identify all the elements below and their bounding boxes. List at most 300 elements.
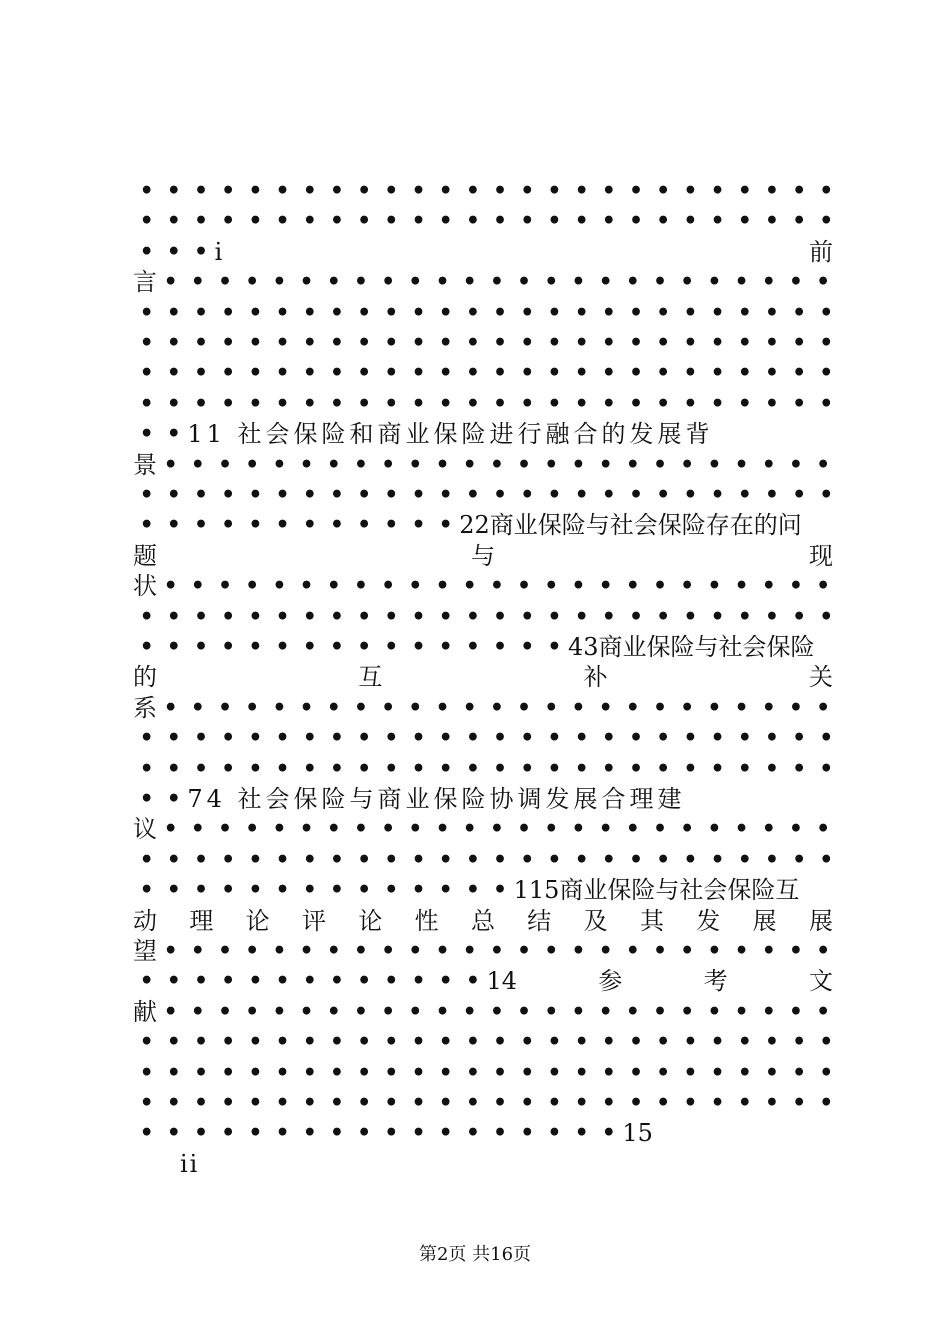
leader-dot: • <box>248 968 263 995</box>
leader-dot: • <box>435 451 450 478</box>
leader-dot: • <box>792 390 807 417</box>
leader-dot: • <box>438 1120 453 1147</box>
leader-dot: • <box>683 725 698 752</box>
leader-dot: • <box>248 1059 263 1086</box>
leader-dot: • <box>139 755 154 782</box>
leader-dot: • <box>353 451 368 478</box>
toc-char: 性 <box>414 906 439 935</box>
leader-dot: • <box>139 1059 154 1086</box>
leader-dot: • <box>571 694 586 721</box>
toc-spread-tail <box>486 966 833 996</box>
toc-leader-dots <box>133 845 840 875</box>
leader-dot: • <box>734 573 749 600</box>
leader-dot: • <box>489 998 504 1025</box>
leader-dot: • <box>761 816 776 843</box>
leader-dot: • <box>764 846 779 873</box>
leader-dot: • <box>329 330 344 356</box>
leader-dot: • <box>493 846 508 873</box>
leader-dot: • <box>707 816 722 843</box>
leader-dot: • <box>221 846 236 873</box>
leader-dot: • <box>193 1059 208 1086</box>
leader-dot: • <box>683 360 698 387</box>
leader-dot: • <box>652 451 667 478</box>
leader-dot: • <box>163 998 178 1025</box>
leader-dot: • <box>357 512 372 539</box>
leader-dot: • <box>357 634 372 660</box>
toc-char: 与 <box>471 541 495 570</box>
leader-dot: • <box>761 998 776 1025</box>
leader-dot: • <box>625 694 640 721</box>
leader-dot: • <box>656 178 671 204</box>
leader-dot: • <box>275 512 290 539</box>
leader-dot: • <box>411 1029 426 1056</box>
leader-dot: • <box>520 1029 535 1056</box>
leader-dot: • <box>329 1059 344 1086</box>
leader-dot: • <box>601 390 616 417</box>
leader-dot: • <box>683 846 698 873</box>
leader-dot: • <box>221 725 236 752</box>
leader-dot: • <box>275 178 290 204</box>
leader-dot: • <box>819 1059 834 1086</box>
leader-dot: • <box>792 360 807 387</box>
leader-dot: • <box>520 208 535 235</box>
leader-dot: • <box>544 451 559 478</box>
toc-line <box>133 358 833 388</box>
leader-dot: • <box>816 451 831 478</box>
leader-dot: • <box>462 451 477 478</box>
leader-dot: • <box>302 390 317 417</box>
leader-dot: • <box>353 573 368 600</box>
leader-dot: • <box>493 1059 508 1086</box>
leader-dot: • <box>737 299 752 326</box>
leader-dot: • <box>601 725 616 752</box>
leader-dot: • <box>384 299 399 326</box>
leader-dot: • <box>493 330 508 356</box>
leader-dot: • <box>245 573 260 600</box>
leader-dot: • <box>193 755 208 782</box>
leader-dot: • <box>520 330 535 356</box>
leader-dot: • <box>601 603 616 630</box>
leader-dot: • <box>656 360 671 387</box>
leader-dot: • <box>302 1120 317 1147</box>
leader-dot: • <box>683 390 698 417</box>
leader-dot: • <box>302 603 317 630</box>
toc-char: 论 <box>245 906 270 935</box>
leader-dot: • <box>408 998 423 1025</box>
leader-dot: • <box>408 573 423 600</box>
leader-dot: • <box>139 1029 154 1056</box>
leader-dot: • <box>411 390 426 417</box>
leader-dot: • <box>248 755 263 782</box>
leader-dot: • <box>625 573 640 600</box>
leader-dot: • <box>462 938 477 964</box>
leader-dot: • <box>384 1090 399 1116</box>
leader-dot: • <box>166 421 181 448</box>
leader-dot: • <box>680 998 695 1025</box>
toc-char: 展 <box>752 906 777 935</box>
leader-dot: • <box>221 299 236 326</box>
leader-dot: • <box>193 846 208 873</box>
leader-dot: • <box>574 1120 589 1147</box>
leader-dot: • <box>221 968 236 995</box>
leader-dot: • <box>326 998 341 1025</box>
leader-dot: • <box>574 1059 589 1086</box>
leader-dot: • <box>357 1090 372 1116</box>
leader-dot: • <box>601 482 616 508</box>
toc-line <box>133 814 833 844</box>
toc-leader-dots <box>133 389 840 419</box>
toc-char: 论 <box>358 906 383 935</box>
leader-dot: • <box>652 998 667 1025</box>
leader-dot: • <box>411 725 426 752</box>
leader-dot: • <box>248 330 263 356</box>
leader-dot: • <box>139 421 154 448</box>
leader-dot: • <box>438 603 453 630</box>
leader-dot: • <box>411 603 426 630</box>
leader-dot: • <box>411 1090 426 1116</box>
leader-dot: • <box>357 755 372 782</box>
leader-dot: • <box>381 816 396 843</box>
leader-dot: • <box>438 1059 453 1086</box>
leader-dot: • <box>353 269 368 296</box>
leader-dot: • <box>190 573 205 600</box>
leader-dot: • <box>792 482 807 508</box>
leader-dot: • <box>326 694 341 721</box>
leader-dot: • <box>193 482 208 508</box>
leader-dot: • <box>493 1029 508 1056</box>
leader-dot: • <box>275 330 290 356</box>
toc-leader-dots <box>133 875 514 905</box>
leader-dot: • <box>710 725 725 752</box>
leader-dot: • <box>819 330 834 356</box>
leader-dot: • <box>438 208 453 235</box>
leader-dot: • <box>275 390 290 417</box>
leader-dot: • <box>221 330 236 356</box>
leader-dot: • <box>275 208 290 235</box>
leader-dot: • <box>489 451 504 478</box>
toc-entry-text: 43商业保险与社会保险 <box>568 633 815 661</box>
leader-dot: • <box>384 330 399 356</box>
toc-char: 及 <box>583 906 608 935</box>
leader-dot: • <box>792 603 807 630</box>
leader-dot: • <box>221 1120 236 1147</box>
leader-dot: • <box>571 816 586 843</box>
leader-dot: • <box>384 1059 399 1086</box>
leader-dot: • <box>465 877 480 904</box>
leader-dot: • <box>683 603 698 630</box>
leader-dot: • <box>598 269 613 296</box>
leader-dot: • <box>465 1090 480 1116</box>
leader-dot: • <box>710 208 725 235</box>
leader-dot: • <box>656 1059 671 1086</box>
leader-dot: • <box>819 1090 834 1116</box>
leader-dot: • <box>517 694 532 721</box>
leader-dot: • <box>547 634 562 660</box>
leader-dot: • <box>462 269 477 296</box>
leader-dot: • <box>166 603 181 630</box>
leader-dot: • <box>357 360 372 387</box>
leader-dot: • <box>656 1029 671 1056</box>
toc-line <box>133 267 833 297</box>
leader-dot: • <box>788 269 803 296</box>
leader-dot: • <box>574 725 589 752</box>
leader-dot: • <box>598 938 613 964</box>
toc-line <box>133 966 833 996</box>
leader-dot: • <box>737 1059 752 1086</box>
toc-line <box>133 1088 833 1118</box>
leader-dot: • <box>408 451 423 478</box>
toc-char: 其 <box>639 906 664 935</box>
leader-dot: • <box>166 1120 181 1147</box>
leader-dot: • <box>302 299 317 326</box>
leader-dot: • <box>493 1090 508 1116</box>
leader-dot: • <box>547 178 562 204</box>
leader-dot: • <box>438 725 453 752</box>
leader-dot: • <box>544 816 559 843</box>
leader-dot: • <box>571 998 586 1025</box>
leader-dot: • <box>438 512 453 539</box>
leader-dot: • <box>357 1120 372 1147</box>
leader-dot: • <box>710 299 725 326</box>
leader-dot: • <box>248 1029 263 1056</box>
leader-dot: • <box>819 299 834 326</box>
leader-dot: • <box>628 846 643 873</box>
leader-dot: • <box>299 816 314 843</box>
leader-dot: • <box>275 846 290 873</box>
leader-dot: • <box>734 816 749 843</box>
leader-dot: • <box>601 1090 616 1116</box>
leader-dot: • <box>737 178 752 204</box>
leader-dot: • <box>710 1029 725 1056</box>
leader-dot: • <box>520 1120 535 1147</box>
leader-dot: • <box>139 877 154 904</box>
leader-dot: • <box>710 178 725 204</box>
leader-dot: • <box>761 573 776 600</box>
leader-dot: • <box>248 877 263 904</box>
leader-dot: • <box>764 755 779 782</box>
leader-dot: • <box>221 603 236 630</box>
leader-dot: • <box>166 482 181 508</box>
leader-dot: • <box>299 269 314 296</box>
leader-dot: • <box>547 755 562 782</box>
leader-dot: • <box>628 178 643 204</box>
leader-dot: • <box>166 1090 181 1116</box>
leader-dot: • <box>761 938 776 964</box>
toc-leader-dots <box>133 1088 840 1118</box>
leader-dot: • <box>438 330 453 356</box>
leader-dot: • <box>384 208 399 235</box>
toc-char: 评 <box>301 906 326 935</box>
leader-dot: • <box>683 208 698 235</box>
leader-dot: • <box>190 694 205 721</box>
leader-dot: • <box>574 299 589 326</box>
leader-dot: • <box>326 269 341 296</box>
toc-lead-char: 言 <box>133 268 157 297</box>
leader-dot: • <box>520 390 535 417</box>
leader-dot: • <box>329 299 344 326</box>
leader-dot: • <box>302 755 317 782</box>
toc-entry-text: 22商业保险与社会保险存在的问 <box>459 511 802 540</box>
leader-dot: • <box>792 846 807 873</box>
leader-dot: • <box>547 390 562 417</box>
leader-dot: • <box>788 694 803 721</box>
leader-dot: • <box>520 360 535 387</box>
leader-dot: • <box>275 482 290 508</box>
leader-dot: • <box>816 573 831 600</box>
leader-dot: • <box>737 208 752 235</box>
leader-dot: • <box>764 360 779 387</box>
leader-dot: • <box>411 1120 426 1147</box>
leader-dot: • <box>628 208 643 235</box>
leader-dot: • <box>299 998 314 1025</box>
leader-dot: • <box>163 816 178 843</box>
leader-dot: • <box>462 998 477 1025</box>
leader-dot: • <box>302 846 317 873</box>
toc-leader-dots <box>157 997 837 1027</box>
leader-dot: • <box>302 725 317 752</box>
toc-char: 理 <box>189 906 214 935</box>
leader-dot: • <box>710 1059 725 1086</box>
leader-dot: • <box>764 1090 779 1116</box>
leader-dot: • <box>357 178 372 204</box>
leader-dot: • <box>792 330 807 356</box>
leader-dot: • <box>571 573 586 600</box>
toc-leader-dots <box>133 206 840 236</box>
leader-dot: • <box>326 816 341 843</box>
leader-dot: • <box>710 360 725 387</box>
leader-dot: • <box>329 390 344 417</box>
toc-leader-dots <box>133 1027 840 1057</box>
leader-dot: • <box>357 968 372 995</box>
leader-dot: • <box>166 725 181 752</box>
leader-dot: • <box>680 451 695 478</box>
leader-dot: • <box>357 208 372 235</box>
leader-dot: • <box>493 603 508 630</box>
leader-dot: • <box>245 451 260 478</box>
leader-dot: • <box>683 1090 698 1116</box>
leader-dot: • <box>707 573 722 600</box>
leader-dot: • <box>601 208 616 235</box>
leader-dot: • <box>329 846 344 873</box>
leader-dot: • <box>139 634 154 660</box>
toc-char: 考 <box>703 967 728 996</box>
leader-dot: • <box>792 1059 807 1086</box>
leader-dot: • <box>435 998 450 1025</box>
leader-dot: • <box>493 755 508 782</box>
toc-line <box>133 906 833 936</box>
leader-dot: • <box>520 299 535 326</box>
leader-dot: • <box>764 330 779 356</box>
toc-spread-text <box>133 541 833 571</box>
leader-dot: • <box>139 846 154 873</box>
leader-dot: • <box>465 634 480 660</box>
page-roman-numeral: ii <box>180 1150 200 1178</box>
leader-dot: • <box>574 390 589 417</box>
leader-dot: • <box>710 603 725 630</box>
toc-char: 参 <box>598 967 623 996</box>
leader-dot: • <box>438 846 453 873</box>
leader-dot: • <box>353 694 368 721</box>
leader-dot: • <box>544 694 559 721</box>
leader-dot: • <box>166 1029 181 1056</box>
leader-dot: • <box>520 755 535 782</box>
leader-dot: • <box>193 299 208 326</box>
toc-leader-dots <box>133 328 840 358</box>
leader-dot: • <box>625 998 640 1025</box>
leader-dot: • <box>628 1029 643 1056</box>
leader-dot: • <box>628 603 643 630</box>
leader-dot: • <box>547 846 562 873</box>
leader-dot: • <box>489 938 504 964</box>
leader-dot: • <box>166 178 181 204</box>
leader-dot: • <box>384 877 399 904</box>
leader-dot: • <box>601 755 616 782</box>
leader-dot: • <box>438 178 453 204</box>
leader-dot: • <box>438 877 453 904</box>
leader-dot: • <box>166 846 181 873</box>
leader-dot: • <box>248 512 263 539</box>
leader-dot: • <box>438 1029 453 1056</box>
leader-dot: • <box>788 451 803 478</box>
leader-dot: • <box>411 1059 426 1086</box>
leader-dot: • <box>166 968 181 995</box>
leader-dot: • <box>680 573 695 600</box>
leader-dot: • <box>465 1059 480 1086</box>
leader-dot: • <box>465 1029 480 1056</box>
leader-dot: • <box>465 178 480 204</box>
toc-lead-char: 系 <box>133 693 157 722</box>
leader-dot: • <box>217 816 232 843</box>
leader-dot: • <box>299 573 314 600</box>
leader-dot: • <box>652 573 667 600</box>
leader-dot: • <box>788 816 803 843</box>
leader-dot: • <box>326 573 341 600</box>
leader-dot: • <box>574 178 589 204</box>
leader-dot: • <box>163 938 178 964</box>
toc-entry-text: 11 社会保险和商业保险进行融合的发展背 <box>187 420 714 449</box>
leader-dot: • <box>819 482 834 508</box>
leader-dot: • <box>628 1059 643 1086</box>
leader-dot: • <box>248 1120 263 1147</box>
leader-dot: • <box>248 634 263 660</box>
toc-char: 发 <box>696 906 721 935</box>
toc-line <box>133 571 833 601</box>
leader-dot: • <box>384 846 399 873</box>
leader-dot: • <box>652 694 667 721</box>
leader-dot: • <box>272 938 287 964</box>
leader-dot: • <box>357 299 372 326</box>
leader-dot: • <box>737 1090 752 1116</box>
leader-dot: • <box>139 512 154 539</box>
leader-dot: • <box>574 846 589 873</box>
leader-dot: • <box>193 512 208 539</box>
leader-dot: • <box>275 725 290 752</box>
leader-dot: • <box>221 877 236 904</box>
leader-dot: • <box>520 1090 535 1116</box>
leader-dot: • <box>139 1090 154 1116</box>
toc-leader-dots <box>133 358 840 388</box>
leader-dot: • <box>493 725 508 752</box>
toc-leader-dots <box>133 632 568 662</box>
leader-dot: • <box>163 694 178 721</box>
leader-dot: • <box>465 968 480 995</box>
leader-dot: • <box>598 573 613 600</box>
toc-line <box>133 936 833 966</box>
leader-dot: • <box>493 178 508 204</box>
leader-dot: • <box>326 451 341 478</box>
leader-dot: • <box>329 208 344 235</box>
leader-dot: • <box>574 755 589 782</box>
